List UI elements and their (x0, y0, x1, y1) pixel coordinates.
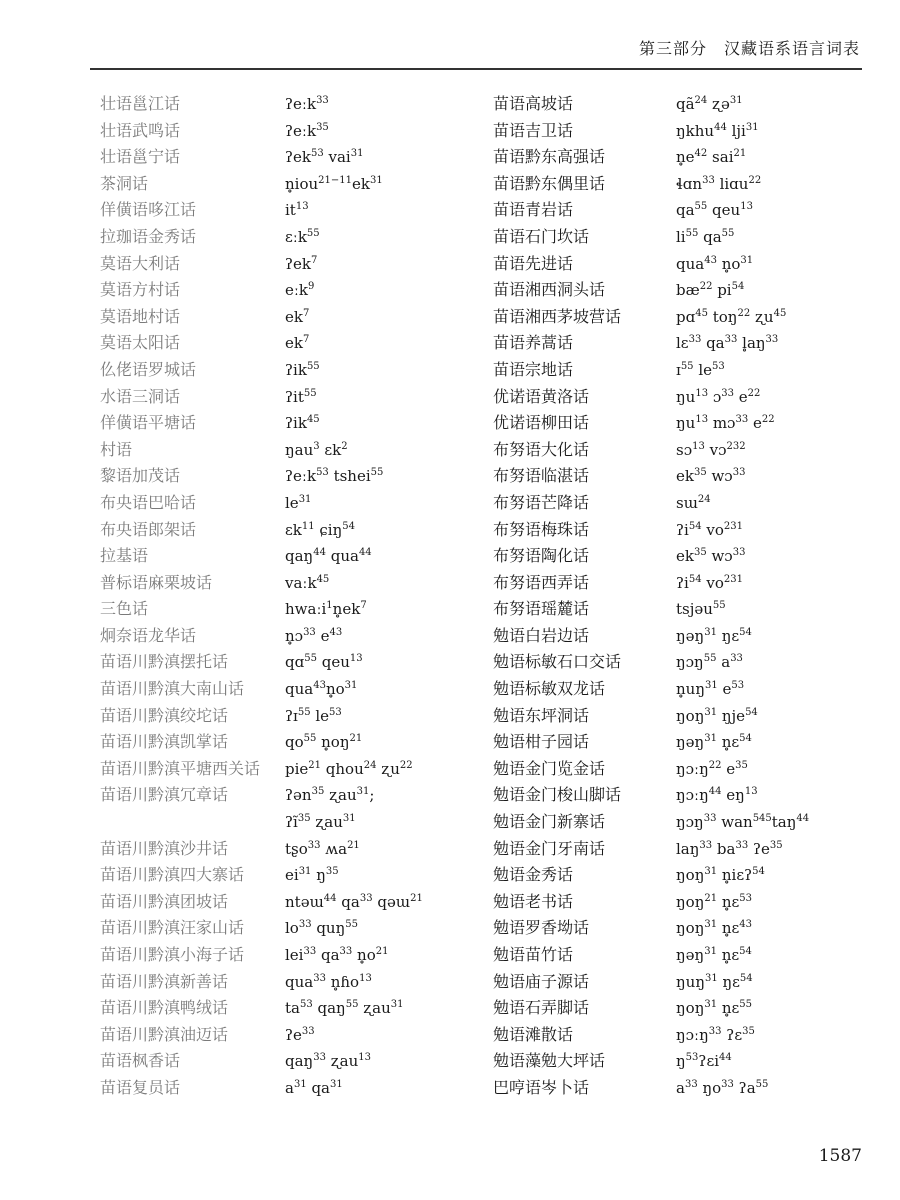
language-name: 佯僙语哆江话 (100, 200, 197, 220)
language-name: 三色话 (100, 599, 149, 619)
language-name: 巴哼语岑卜话 (493, 1077, 590, 1097)
word-form: pie$^{21}$ qhou$^{24}$ ʐu$^{22}$ (285, 759, 413, 778)
language-name: 勉语金门牙南话 (493, 838, 606, 858)
language-name: 苗语川黔滇新善话 (100, 971, 229, 991)
word-form: ŋoŋ$^{31}$ n̥ɛ$^{55}$ (676, 999, 753, 1018)
language-name: 茶洞话 (100, 173, 149, 193)
word-form: n̥ɔ$^{33}$ $e^{43}$ (285, 626, 343, 645)
language-name: 布努语瑶麓话 (493, 599, 590, 619)
language-name: 苗语宗地话 (493, 359, 574, 379)
word-form: $li^{55}$ $qa^{55}$ (676, 227, 735, 246)
word-form: $n̥uŋ^{31}$ $e^{53}$ (676, 680, 745, 699)
language-name: 布努语西弄话 (493, 572, 590, 592)
language-name: 勉语老书话 (493, 891, 574, 911)
word-form: $ŋ^{53}ʔɛi^{44}$ (676, 1052, 732, 1071)
word-form: ŋuŋ$^{31}$ ŋɛ$^{54}$ (676, 972, 753, 991)
word-form: $ek^{35}$ wɔ$^{33}$ (676, 547, 746, 566)
language-name: 佯僙语平塘话 (100, 413, 197, 433)
language-name: 勉语罗香坳话 (493, 918, 590, 938)
language-name: 布努语临湛话 (493, 466, 590, 486)
language-name: 壮语邕宁话 (100, 147, 181, 167)
word-form: ʔeːk$^{53}$ tshei$^{55}$ (285, 467, 384, 486)
language-name: 苗语青岩话 (493, 200, 574, 220)
language-name: 勉语庙子源话 (493, 971, 590, 991)
word-form: $ta^{53}$ qaŋ$^{55}$ ʐau$^{31}$ (285, 999, 404, 1018)
word-form: ŋɔŋ$^{33}$ wan$^{545}$taŋ$^{44}$ (676, 813, 810, 832)
word-form: $bæ^{22}$ $pi^{54}$ (676, 281, 745, 300)
language-name: 苗语高坡话 (493, 94, 574, 113)
word-form: $n̥iou^{21-11}ek^{31}$ (285, 174, 383, 193)
language-name: 勉语金门新寨话 (493, 812, 606, 832)
word-form: ŋkhu$^{44}$ lji$^{31}$ (676, 121, 759, 140)
word-form: tsjəu$^{55}$ (676, 600, 726, 619)
language-name: 莫语大利话 (100, 253, 181, 273)
language-name: 勉语柑子园话 (493, 732, 590, 752)
word-form: ʔeːk$^{33}$ (285, 95, 329, 113)
word-form: ŋoŋ$^{31}$ n̥ɛ$^{43}$ (676, 919, 753, 938)
language-name: 苗语吉卫话 (493, 120, 574, 140)
word-form: pɑ$^{45}$ toŋ$^{22}$ ʐu$^{45}$ (676, 307, 787, 326)
word-form: ŋɔːŋ$^{22}$ $e^{35}$ (676, 759, 748, 778)
word-form: qaŋ$^{44}$ qua$^{44}$ (285, 547, 372, 566)
language-name: 苗语先进话 (493, 253, 574, 273)
word-form: qua$^{33}$ n̥ɦo$^{13}$ (285, 972, 372, 991)
word-form: $le^{31}$ (285, 493, 312, 512)
word-form: ɛːk$^{55}$ (285, 227, 320, 246)
language-name: 苗语川黔滇大南山话 (100, 679, 245, 699)
word-form: $a^{31}$ $qa^{31}$ (285, 1078, 343, 1097)
language-name: 壮语武鸣话 (100, 120, 181, 140)
language-name: 苗语川黔滇小海子话 (100, 945, 245, 964)
word-form: qaŋ$^{33}$ ʐau$^{13}$ (285, 1052, 372, 1071)
language-name: 苗语川黔滇平塘西关话 (100, 758, 261, 778)
language-name: 苗语复员话 (100, 1077, 181, 1097)
language-name: 布努语梅珠话 (493, 519, 590, 539)
word-form: ɬɑn$^{33}$ liɑu$^{22}$ (676, 174, 762, 193)
word-form: ŋəŋ$^{31}$ n̥ɛ$^{54}$ (676, 946, 752, 964)
language-name: 黎语加茂话 (100, 466, 181, 486)
language-name: 勉语白岩边话 (493, 625, 590, 645)
language-name: 苗语川黔滇汪家山话 (100, 918, 245, 938)
word-form: ʔi$^{54}$ $vo^{231}$ (676, 520, 743, 539)
word-form: ʔən$^{35}$ ʐau$^{31}$; (285, 786, 375, 805)
word-form: lei$^{33}$ $qa^{33}$ $n̥o^{21}$ (285, 946, 389, 964)
language-name: 苗语川黔滇冗章话 (100, 785, 229, 805)
language-name: 村语 (100, 439, 133, 459)
language-name: 莫语太阳话 (100, 333, 181, 353)
word-form: $ei^{31}$ $ŋ^{35}$ (285, 866, 339, 885)
word-form: ŋau$^3$ ɛk$^2$ (285, 440, 348, 459)
word-form: qua$^{43}$ $n̥o^{31}$ (676, 254, 754, 273)
word-form: ʔi$^{54}$ $vo^{231}$ (676, 573, 743, 592)
word-form: ŋɔːŋ$^{33}$ ʔɛ$^{35}$ (676, 1025, 755, 1044)
language-name: 勉语东坪洞话 (493, 705, 590, 725)
language-name: 布央语郎架话 (100, 519, 197, 539)
header-rule (90, 68, 862, 70)
language-name: 炯奈语龙华话 (100, 625, 197, 645)
word-form: ŋoŋ$^{31}$ n̥iɛʔ$^{54}$ (676, 866, 765, 885)
language-name: 苗语川黔滇四大寨话 (100, 865, 245, 885)
word-form: ŋoŋ$^{31}$ ŋje$^{54}$ (676, 706, 758, 725)
language-name: 苗语川黔滇沙井话 (100, 838, 229, 858)
word-form: tʂo$^{33}$ ʍa$^{21}$ (285, 839, 360, 858)
language-name: 勉语金秀话 (493, 865, 574, 885)
language-name: 苗语湘西茅坡营话 (493, 306, 622, 326)
language-name: 壮语邕江话 (100, 94, 181, 113)
word-form: ŋɔːŋ$^{44}$ $eŋ^{13}$ (676, 786, 758, 805)
language-name: 苗语黔东偶里话 (493, 173, 606, 193)
word-form: ʔek$^{53}$ vai$^{31}$ (285, 148, 364, 167)
word-form: ŋəŋ$^{31}$ ŋɛ$^{54}$ (676, 626, 752, 645)
word-form: ʔit$^{55}$ (285, 387, 317, 406)
language-name: 苗语养蒿话 (493, 333, 574, 353)
word-form: ʔĩ$^{35}$ ʐau$^{31}$ (285, 813, 356, 832)
word-form: $ek^{35}$ wɔ$^{33}$ (676, 467, 746, 486)
language-name: 仫佬语罗城话 (100, 359, 197, 379)
language-name: 布努语陶化话 (493, 546, 590, 566)
language-name: 苗语石门坎话 (493, 226, 590, 246)
word-form: lɛ$^{33}$ $qa^{33}$ $l̥aŋ^{33}$ (676, 334, 779, 353)
word-form: ʔeːk$^{35}$ (285, 121, 329, 140)
language-name: 拉基语 (100, 546, 149, 566)
language-name: 苗语湘西洞头话 (493, 280, 606, 300)
word-form: laŋ$^{33}$ $ba^{33}$ ʔe$^{35}$ (676, 839, 783, 858)
language-name: 勉语滩散话 (493, 1024, 574, 1044)
word-form: sɔ$^{13}$ vɔ$^{232}$ (676, 440, 746, 459)
language-name: 普标语麻栗坡话 (100, 572, 213, 592)
language-name: 苗语川黔滇油迈话 (100, 1024, 229, 1044)
language-name: 苗语枫香话 (100, 1051, 181, 1071)
language-name: 优诺语黄洛话 (493, 386, 590, 406)
language-name: 水语三洞话 (100, 386, 181, 406)
word-form: vaːk$^{45}$ (285, 573, 330, 592)
language-name: 勉语藻勉大坪话 (493, 1051, 606, 1071)
word-form: sɯ$^{24}$ (676, 493, 711, 512)
word-form: ʔe$^{33}$ (285, 1025, 315, 1044)
language-name: 勉语苗竹话 (493, 945, 574, 964)
word-form: ŋɔŋ$^{55}$ $a^{33}$ (676, 653, 743, 672)
word-form: ʔɪ$^{55}$ $le^{53}$ (285, 706, 342, 725)
word-form: ʔik$^{45}$ (285, 414, 320, 433)
language-name: 勉语标敏石口交话 (493, 652, 622, 672)
word-form: qɑ$^{55}$ qeu$^{13}$ (285, 653, 363, 672)
word-form: $qã^{24}$ ʐə$^{31}$ (676, 95, 743, 113)
word-form: $ŋu^{13}$ ɔ$^{33}$ $e^{22}$ (676, 387, 761, 406)
language-name: 苗语川黔滇凯掌话 (100, 732, 229, 752)
word-form: $ŋu^{13}$ mɔ$^{33}$ $e^{22}$ (676, 414, 775, 433)
language-name: 苗语黔东高强话 (493, 147, 606, 167)
word-form: $hwaːi^1n̥ek^7$ (285, 600, 367, 619)
language-name: 布央语巴哈话 (100, 492, 197, 512)
language-name: 布努语芒降话 (493, 492, 590, 512)
word-form: $lo^{33}$ quŋ$^{55}$ (285, 919, 358, 938)
language-name: 优诺语柳田话 (493, 413, 590, 433)
word-form: eːk$^9$ (285, 281, 315, 300)
language-name: 苗语川黔滇绞坨话 (100, 705, 229, 725)
word-form: ʔik$^{55}$ (285, 360, 320, 379)
word-form: ɪ$^{55}$ $le^{53}$ (676, 360, 725, 379)
language-name: 勉语标敏双龙话 (493, 679, 606, 699)
word-form: ŋoŋ$^{21}$ n̥ɛ$^{53}$ (676, 892, 753, 911)
word-form: $qua^{43}n̥o^{31}$ (285, 680, 358, 699)
word-form: $n̥e^{42}$ sai$^{21}$ (676, 148, 747, 167)
language-name: 莫语方村话 (100, 280, 181, 300)
language-name: 苗语川黔滇团坡话 (100, 891, 229, 911)
language-name: 布努语大化话 (493, 439, 590, 459)
word-form: ʔek$^7$ (285, 254, 318, 273)
language-name: 拉珈语金秀话 (100, 226, 197, 246)
language-name: 勉语金门览金话 (493, 758, 606, 778)
language-name: 莫语地村话 (100, 306, 181, 326)
word-form: $qa^{55}$ qeu$^{13}$ (676, 201, 753, 220)
word-form: $ek^7$ (285, 307, 310, 326)
language-name: 苗语川黔滇摆托话 (100, 652, 229, 672)
word-form: $a^{33}$ $ŋo^{33}$ ʔa$^{55}$ (676, 1078, 769, 1097)
language-name: 勉语金门梭山脚话 (493, 785, 622, 805)
page-number: 1587 (818, 1146, 862, 1166)
word-form: $ek^7$ (285, 334, 310, 353)
language-name: 勉语石弄脚话 (493, 998, 590, 1018)
word-form: $qo^{55}$ $n̥oŋ^{21}$ (285, 733, 363, 752)
word-form: ŋəŋ$^{31}$ n̥ɛ$^{54}$ (676, 733, 752, 752)
language-name: 苗语川黔滇鸭绒话 (100, 998, 229, 1018)
running-head: 第三部分 汉藏语系语言词表 (638, 39, 860, 58)
word-form: ntəɯ$^{44}$ $qa^{33}$ qəɯ$^{21}$ (285, 892, 423, 911)
word-form: ɛk$^{11}$ ɕiŋ$^{54}$ (285, 520, 355, 539)
word-form: $it^{13}$ (285, 201, 309, 220)
